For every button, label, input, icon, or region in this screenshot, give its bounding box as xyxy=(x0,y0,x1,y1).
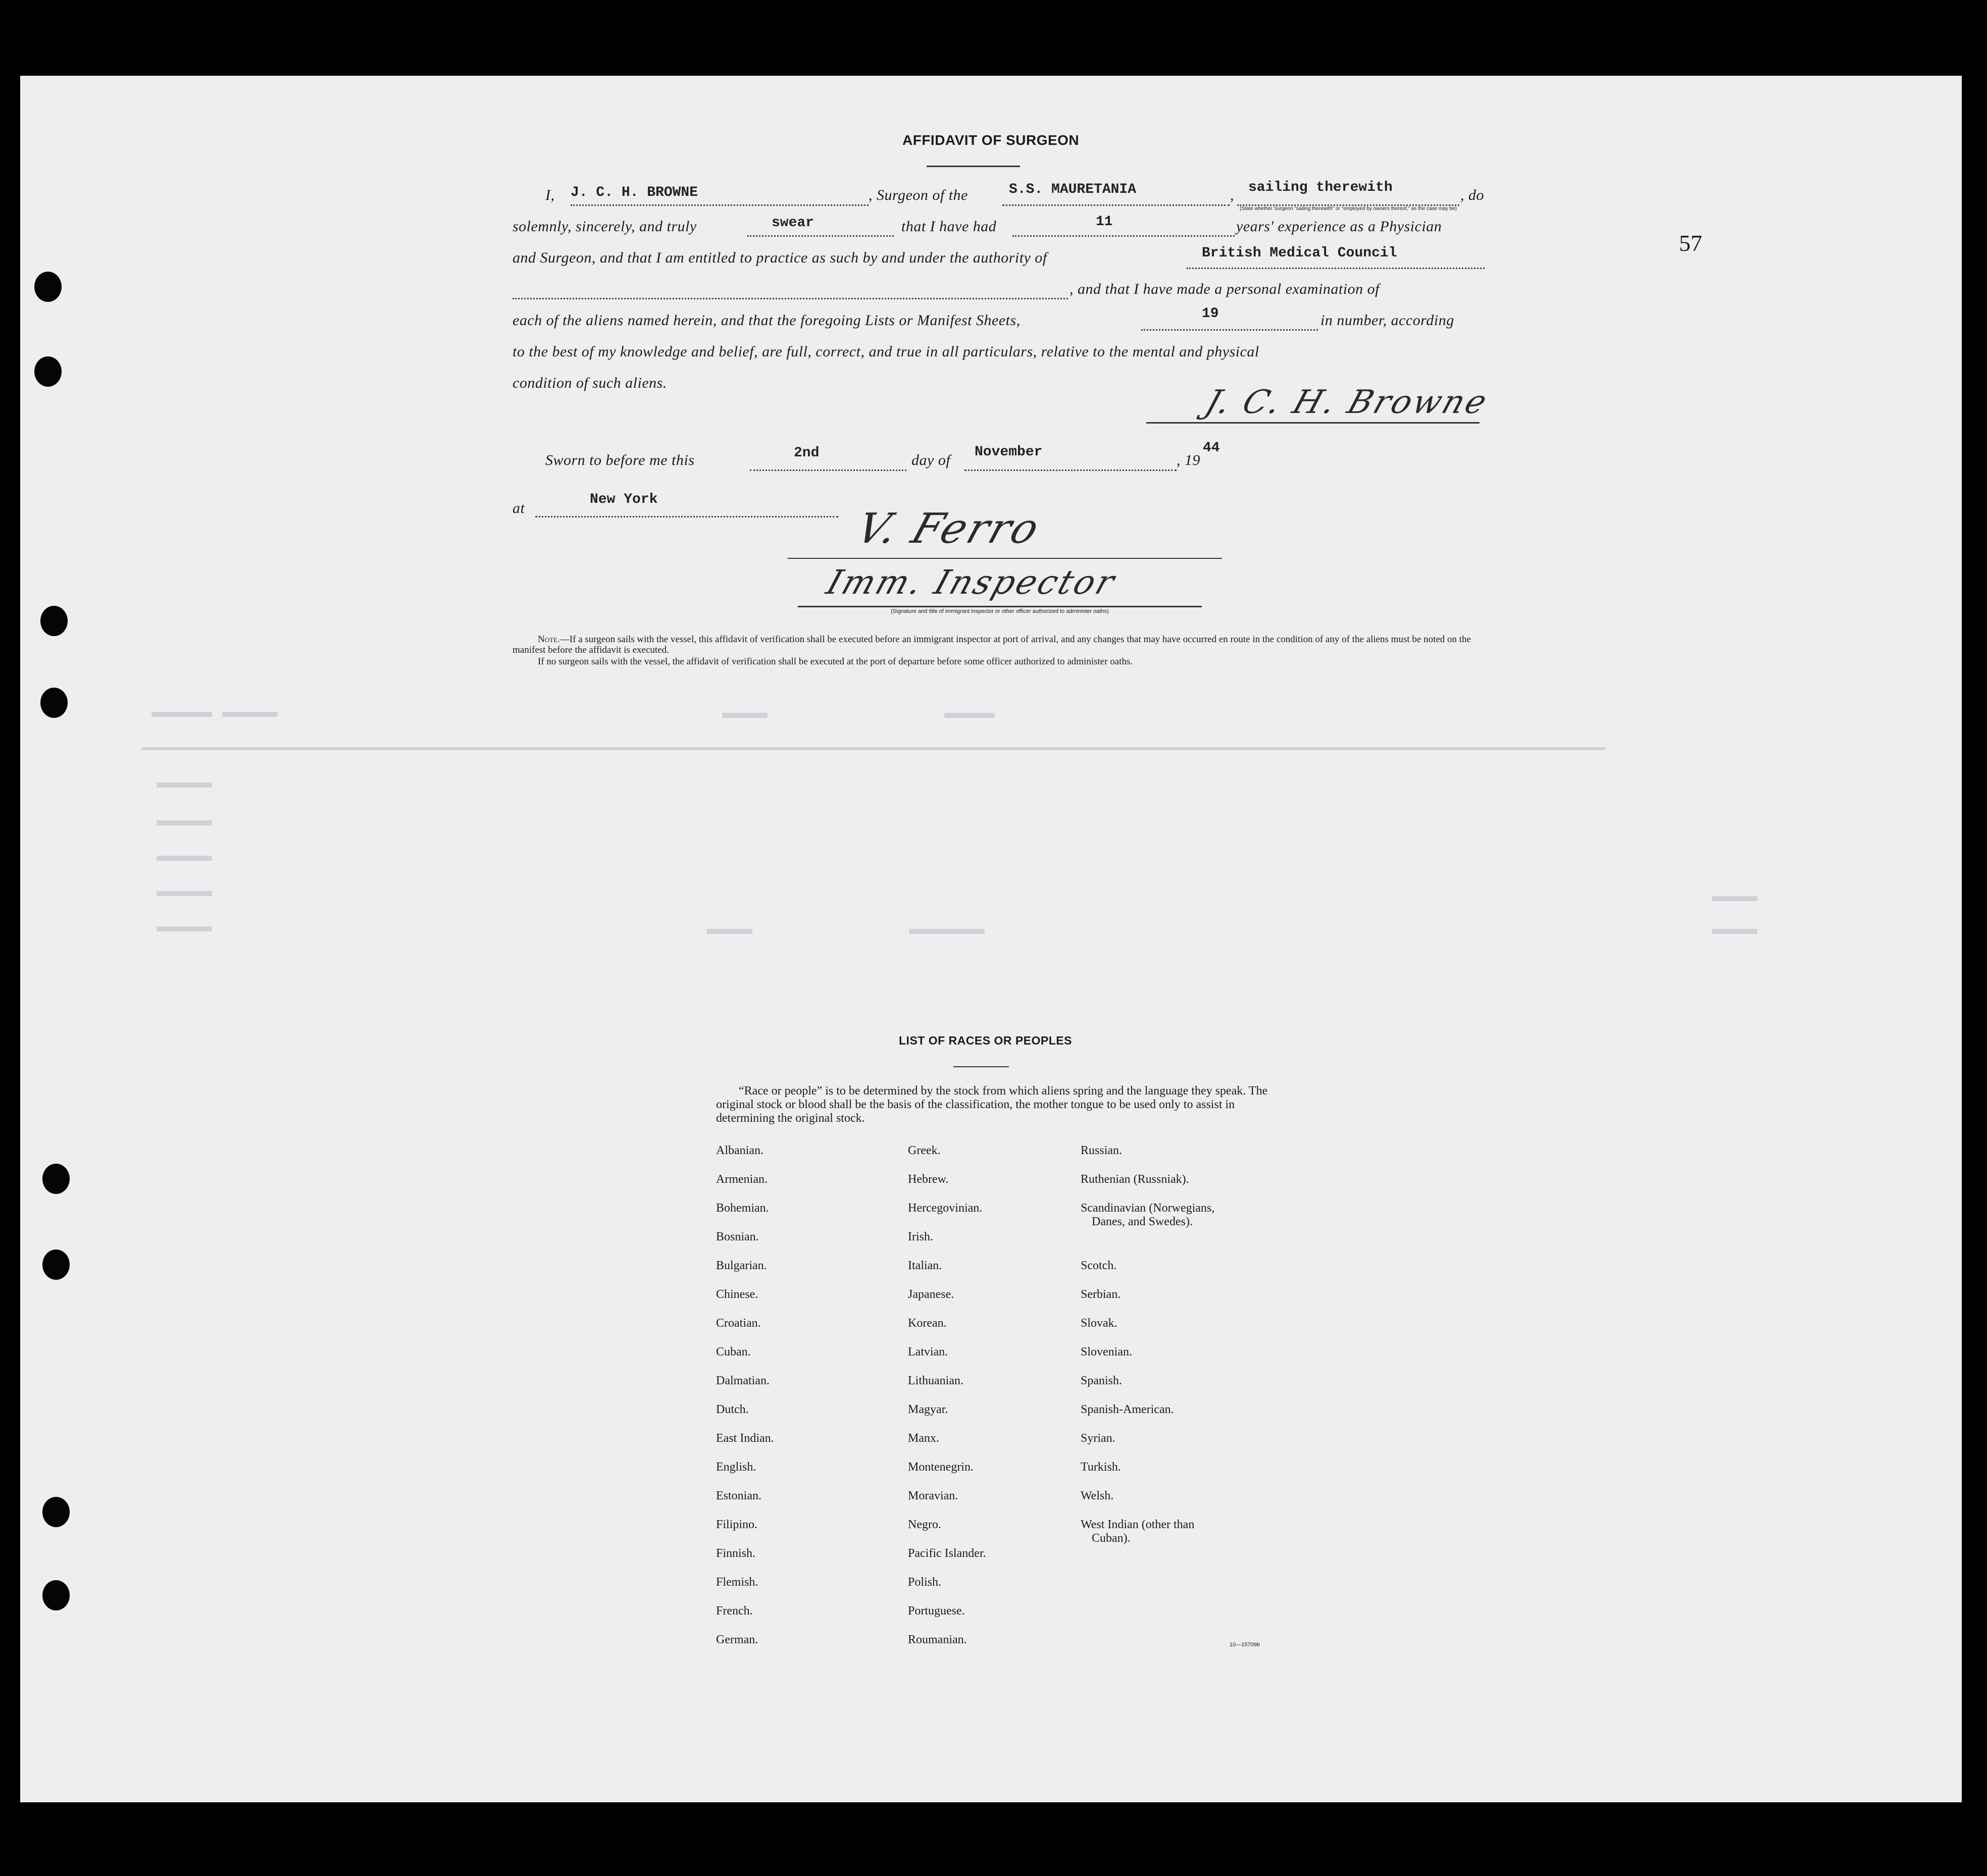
race-item: Cuban. xyxy=(716,1345,751,1359)
surgeon-name-field: J. C. H. BROWNE xyxy=(571,185,698,200)
inspector-title-line xyxy=(798,606,1202,607)
note-text-2: If no surgeon sails with the vessel, the affidavit of verification shall be executed at the port of departure before some officer authorized to administer oaths. xyxy=(538,656,1133,667)
surgeon-signature-line xyxy=(1146,422,1480,424)
line5-end: in number, according xyxy=(1320,312,1454,329)
punch-hole xyxy=(42,1580,70,1610)
race-item: Hebrew. xyxy=(908,1173,949,1186)
surgeon-name-field-line xyxy=(571,204,869,206)
punch-hole xyxy=(42,1497,70,1527)
line6: to the best of my knowledge and belief, are full, correct, and true in all particulars, relative to the mental and physical xyxy=(513,343,1259,360)
authority-field: British Medical Council xyxy=(1202,245,1397,261)
punch-hole xyxy=(40,688,68,718)
race-item: Slovak. xyxy=(1081,1317,1117,1330)
bleed-through-mark xyxy=(157,926,212,931)
race-item: Dutch. xyxy=(716,1403,749,1416)
race-item: Bulgarian. xyxy=(716,1259,767,1272)
year-prefix: , 19 xyxy=(1177,452,1200,468)
race-item: Hercegovinian. xyxy=(908,1202,983,1215)
race-item: Irish. xyxy=(908,1230,933,1243)
bleed-through-mark xyxy=(1712,929,1757,934)
line2-mid: that I have had xyxy=(901,218,997,235)
races-intro xyxy=(716,1084,1277,1125)
races-column-1 xyxy=(716,1144,774,1662)
bleed-through-mark xyxy=(707,929,752,934)
year-suffix-field: 44 xyxy=(1203,440,1220,456)
race-item: Greek. xyxy=(908,1144,941,1157)
inspector-signature: V. Ferro xyxy=(850,505,1047,553)
race-item: Magyar. xyxy=(908,1403,948,1416)
line5-prefix: each of the aliens named herein, and that the foregoing Lists or Manifest Sheets, xyxy=(513,312,1021,329)
race-item: Montenegrin. xyxy=(908,1461,974,1474)
bleed-through-mark xyxy=(222,712,278,717)
note-text: —If a surgeon sails with the vessel, this affidavit of verification shall be executed before an immigrant inspector at port of arrival, and any changes that may have occurred en route in the condition of any of the aliens must be noted on the manifest before the affidavit is executed. xyxy=(513,634,1471,655)
oath-field: swear xyxy=(772,215,814,231)
sworn-place-field: New York xyxy=(590,492,658,507)
sworn-prefix: Sworn to before me this xyxy=(545,452,695,468)
sworn-mid: day of xyxy=(911,452,951,468)
race-item: Filipino. xyxy=(716,1518,758,1531)
race-item: Cuban). xyxy=(1092,1532,1131,1545)
race-item: Serbian. xyxy=(1081,1288,1121,1301)
race-item: Flemish. xyxy=(716,1576,758,1589)
race-item: Ruthenian (Russniak). xyxy=(1081,1173,1189,1186)
race-item: English. xyxy=(716,1461,756,1474)
races-intro-text: “Race or people” is to be determined by the stock from which aliens spring and the language they speak. The original stock or blood shall be the basis of the classification, the mother tongue to be used only to assist in determining the original stock. xyxy=(716,1084,1268,1125)
race-item: Latvian. xyxy=(908,1345,948,1359)
signature-caption: (Signature and title of immigrant inspector or other officer authorized to administer oaths) xyxy=(891,608,1109,614)
race-item: German. xyxy=(716,1633,758,1646)
line7: condition of such aliens. xyxy=(513,375,667,391)
sworn-month-field: November xyxy=(975,444,1043,460)
line1-comma: , xyxy=(1230,187,1234,203)
ship-name-field-line xyxy=(1002,204,1230,206)
bleed-through-mark xyxy=(909,929,985,934)
race-item: Syrian. xyxy=(1081,1432,1115,1445)
race-item: Roumanian. xyxy=(908,1633,967,1646)
at-label: at xyxy=(513,500,525,516)
race-item: Chinese. xyxy=(716,1288,758,1301)
surgeon-signature: J. C. H. Browne xyxy=(1200,384,1494,421)
punch-hole xyxy=(42,1164,70,1194)
punch-hole xyxy=(40,606,68,636)
sailing-status-note: (State whether Surgeon "sailing therewith" or "employed by owners thereof," as the case may be) xyxy=(1240,206,1457,212)
races-column-2 xyxy=(908,1144,986,1662)
race-item: Albanian. xyxy=(716,1144,763,1157)
race-item: French. xyxy=(716,1604,753,1618)
note-label: Note. xyxy=(538,634,560,645)
race-item: Croatian. xyxy=(716,1317,761,1330)
line4-end: , and that I have made a personal examination of xyxy=(1069,281,1380,297)
races-column-3 xyxy=(1081,1144,1214,1560)
line1-mid: , Surgeon of the xyxy=(869,187,968,203)
years-field: 11 xyxy=(1096,214,1113,230)
race-item: Bosnian. xyxy=(716,1230,759,1243)
sworn-place-field-line xyxy=(535,516,838,517)
line2-prefix: solemnly, sincerely, and truly xyxy=(513,218,697,235)
line1-prefix: I, xyxy=(545,187,555,203)
affidavit-note-2 xyxy=(538,656,1487,667)
sworn-day-field-line xyxy=(750,470,906,471)
authority-continuation-line xyxy=(513,298,1068,299)
race-item: Scandinavian (Norwegians, xyxy=(1081,1202,1215,1215)
affidavit-title: AFFIDAVIT OF SURGEON xyxy=(902,132,1080,148)
race-item: Japanese. xyxy=(908,1288,954,1301)
race-item: Scotch. xyxy=(1081,1259,1117,1272)
race-item: West Indian (other than xyxy=(1081,1518,1195,1531)
line3-prefix: and Surgeon, and that I am entitled to practice as such by and under the authority of xyxy=(513,249,1047,266)
bleed-through-mark xyxy=(151,712,212,717)
race-item: Finnish. xyxy=(716,1547,756,1560)
affidavit-note xyxy=(513,634,1487,655)
years-field-line xyxy=(1012,235,1235,237)
line1-end: , do xyxy=(1460,187,1484,203)
bleed-through-mark xyxy=(157,820,212,825)
races-title-underline xyxy=(953,1066,1009,1067)
race-item: Bohemian. xyxy=(716,1202,769,1215)
race-item: Moravian. xyxy=(908,1489,958,1502)
race-item: Armenian. xyxy=(716,1173,768,1186)
race-item: Italian. xyxy=(908,1259,942,1272)
race-item: Turkish. xyxy=(1081,1461,1121,1474)
bleed-through-mark xyxy=(944,713,995,718)
race-item: Russian. xyxy=(1081,1144,1123,1157)
document-sheet xyxy=(20,76,1962,1802)
sworn-month-field-line xyxy=(964,470,1177,471)
line2-end: years' experience as a Physician xyxy=(1236,218,1442,235)
bleed-through-mark xyxy=(157,783,212,788)
race-item: Slovenian. xyxy=(1081,1345,1132,1359)
race-item: Korean. xyxy=(908,1317,947,1330)
race-item: Pacific Islander. xyxy=(908,1547,986,1560)
inspector-title-handwritten: Imm. Inspector xyxy=(822,563,1122,602)
bleed-through-mark xyxy=(157,856,212,861)
race-item: Negro. xyxy=(908,1518,941,1531)
ship-name-field: S.S. MAURETANIA xyxy=(1009,182,1137,197)
race-item: Danes, and Swedes). xyxy=(1092,1215,1193,1228)
bleed-through-mark xyxy=(141,747,1606,750)
inspector-signature-line xyxy=(788,558,1222,559)
bleed-through-mark xyxy=(722,713,768,718)
race-item: Estonian. xyxy=(716,1489,761,1502)
race-item: Dalmatian. xyxy=(716,1374,770,1387)
title-underline xyxy=(927,166,1020,167)
form-number: 10—15709b xyxy=(1230,1642,1260,1648)
races-title: LIST OF RACES OR PEOPLES xyxy=(899,1034,1072,1047)
punch-hole xyxy=(42,1249,70,1280)
race-item: Manx. xyxy=(908,1432,939,1445)
race-item: Lithuanian. xyxy=(908,1374,963,1387)
sheet-count-field: 19 xyxy=(1202,306,1219,322)
race-item: Welsh. xyxy=(1081,1489,1114,1502)
punch-hole xyxy=(34,356,62,387)
sworn-day-field: 2nd xyxy=(794,445,820,461)
bleed-through-mark xyxy=(157,891,212,896)
race-item: East Indian. xyxy=(716,1432,774,1445)
sheet-count-field-line xyxy=(1141,329,1318,331)
race-item: Spanish-American. xyxy=(1081,1403,1174,1416)
bleed-through-mark xyxy=(1712,896,1757,901)
authority-field-line xyxy=(1187,268,1485,269)
punch-hole xyxy=(34,272,62,302)
race-item: Spanish. xyxy=(1081,1374,1123,1387)
sailing-status-field: sailing therewith xyxy=(1248,180,1393,195)
race-item: Polish. xyxy=(908,1576,942,1589)
oath-field-line xyxy=(747,235,894,237)
page-number: 57 xyxy=(1679,230,1702,256)
race-item: Portuguese. xyxy=(908,1604,965,1618)
